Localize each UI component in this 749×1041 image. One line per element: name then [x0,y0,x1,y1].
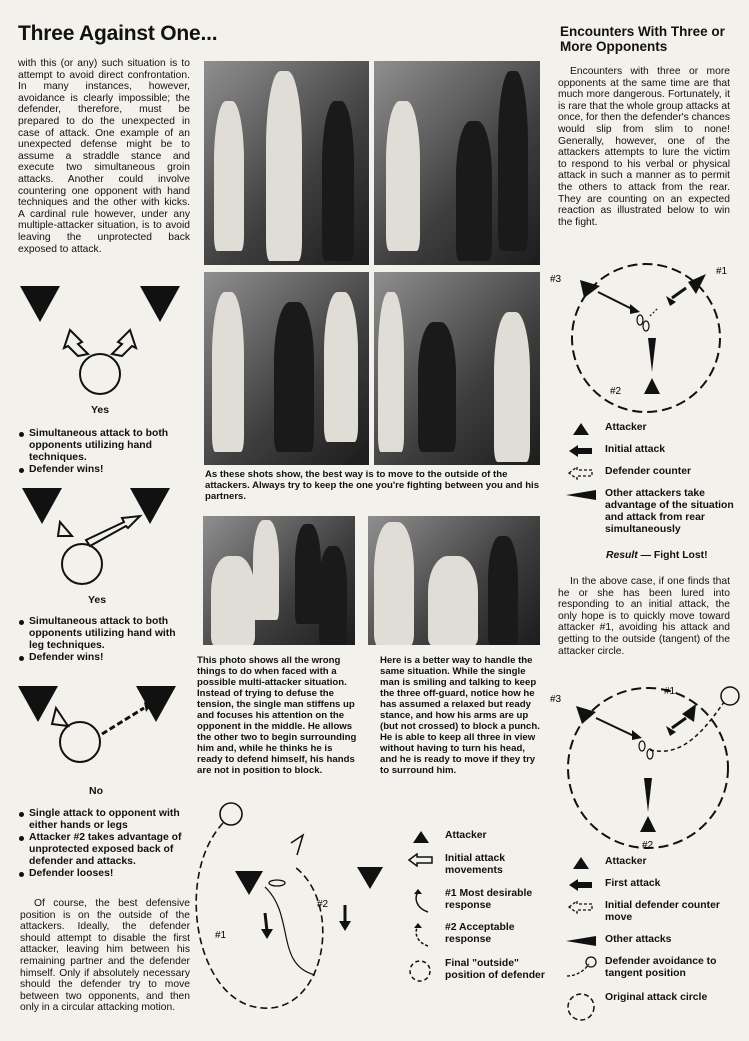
label-a3: #3 [550,274,562,285]
defender-circle [62,544,102,584]
bullet-list [18,428,188,476]
legend2-counter-move [565,900,745,924]
dashed-arrow-icon [568,900,594,914]
legend2-avoidance [565,956,745,980]
intro-paragraph: with this (or any) such situation is to attempt to avoid direct confrontation. In many instances, however, avoidance is clearly impossible; the defender, therefore, must be prepared to do the unexpected in case of attack. One example of an unexpected defense might be to assume a straddle stance and execute two simultaneous groin attacks. Another could involve countering one opponent with hand techniques and the other with kicks. A cardinal rule however, under any multiple-attacker situation, is to avoid leaving the unprotected back exposed to attack. [18,58,190,255]
label-a3: #3 [550,694,562,705]
label-a2: #2 [642,840,654,851]
closing-paragraph: Of course, the best defensive position is on the outside of the attackers. Ideally, the defender should attempt to disable the first attacker, leaving him between his remaining partner and the defender himself. Only if absolutely necessary should the defender try to move between two opponents, and then only in a circular attacking motion. [20,898,190,1014]
legend-label: Initial attack movements [445,853,506,876]
legend-label: Attacker [605,422,647,433]
legend-response-2 [405,922,545,948]
attacker-triangle [644,378,660,394]
list-item: Defender wins! [18,464,188,476]
wedge-icon [565,488,597,502]
label-a2: #2 [317,899,329,910]
section-paragraph-1: Encounters with three or more opponents at the same time are that much more dangerous. Fortunately, it is rare that the whole group attacks at once, for then the defender's chances would slip from slim to none! Generally, however, one of the attackers attempts to lure the victim to respond to his verbal or physical attack in such a manner as to permit the others to attack from the rear. They are counting on an expected reaction as illustrated below to win the fight. [558,66,730,228]
legend2-attacker [565,856,745,870]
attack-arrow [265,913,267,931]
rear-attack-arrow [102,708,144,734]
defender-feet [639,741,645,751]
other-attack-wedge [596,718,634,736]
final-position-circle [220,803,242,825]
photo-ready-stance [368,516,540,645]
label-a1: #1 [215,930,227,941]
list-item: Single attack to opponent with either hands or legs [18,808,190,832]
diagram-lured-defender [548,258,743,418]
other-attack-wedge [644,778,652,812]
solid-arrow-icon [568,444,594,458]
counter-arrow [52,708,68,726]
legend-label: Attacker [445,830,487,841]
legend-label: #1 Most desirable response [445,888,533,911]
outline-arrow-icon [408,853,434,867]
photo-wrong-stance [203,516,355,645]
legend-attacker [405,830,545,844]
verdict-label: Yes [90,404,110,416]
diagram-tangent-escape [548,680,743,852]
legend-initial-attack [405,853,545,877]
section-paragraph-2: In the above case, if one finds that he or she has been lured into responding to an initial attack, the only hope is to quickly move toward attacker #1, avoiding his attack and getting to the outside (tangent) of the attacker circle. [558,576,730,657]
legend-final-position [405,958,545,984]
photo-sequence-1 [204,61,369,265]
verdict-label: Yes [87,594,107,606]
rear-attack-wedge [598,292,634,310]
label-a1: #1 [716,266,728,277]
photo-caption-top: As these shots show, the best way is to move to the outside of the attackers. Always try to keep the one you're fighting between you and his partners. [205,469,540,502]
rear-attack-wedge [648,338,656,372]
list-item: Simultaneous attack to both opponents utilizing hand with leg techniques. [18,616,188,652]
result-line [606,550,708,561]
attacker-triangle [235,871,263,895]
list-item: Simultaneous attack to both opponents utilizing hand techniques. [18,428,188,464]
legend1-attacker [565,422,745,436]
initial-attack-arrow [672,288,686,298]
legend-label: Original attack circle [605,992,708,1003]
response-path-2 [265,887,315,975]
list-item: Defender wins! [18,652,188,664]
curved-arrow-icon [408,888,434,914]
bullet-list [18,616,188,664]
legend-label: Final "outside" position of defender [445,958,545,981]
defender-feet [637,315,643,325]
defender-circle [60,722,100,762]
counter-arrow-right [86,516,140,546]
counter-arrow-left [58,522,72,536]
counter-arrow-right [112,330,136,356]
arrowhead [261,929,273,939]
dashed-circle-icon [566,992,596,1022]
photo-sequence-4 [374,272,540,465]
legend-label: Defender avoidance to tangent position [605,956,717,979]
photo-sequence-3 [204,272,369,465]
dashed-circle-icon [408,958,434,984]
legend-label: Other attackers take advantage of the situation and attack from rear simultaneously [605,488,734,535]
dashed-arrow-icon [568,466,594,480]
dashed-arrow-icon [408,922,434,948]
label-a2: #2 [610,386,622,397]
attacker-triangle [640,816,656,832]
photo-sequence-2 [374,61,540,265]
first-attack-arrow [672,718,686,728]
diagram-hand-leg-attack [16,484,191,590]
attacker-triangle [18,686,58,722]
diagram-single-attack [16,682,191,778]
defender-counter-arrow [650,308,658,316]
defender-circle [80,354,120,394]
legend-label: First attack [605,878,661,889]
legend-label: Initial defender counter move [605,900,720,923]
counter-arrow-left [64,330,88,356]
legend1-defender-counter [565,466,745,480]
legend-label: Other attacks [605,934,672,945]
caption-better: Here is a better way to handle the same situation. While the single man is smiling and talking to keep the three off-guard, notice how he has assumed a relaxed but ready stance, and how his arms are up (but not crossed) to block a punch. He is able to keep all three in view without having to turn his head, and he is ready to move if they try to surround him. [380,655,540,776]
attacker-triangle [140,286,180,322]
arrowhead [339,921,351,931]
avoidance-path-icon [565,956,597,980]
bullet-list [18,808,190,880]
arrowhead [630,304,640,314]
result-text: — Fight Lost! [637,550,708,561]
triangle-icon [411,830,431,844]
diagram-outside-position [195,795,405,1035]
legend1-initial-attack [565,444,745,458]
legend-label: #2 Acceptable response [445,922,515,945]
defender-marker [269,880,285,886]
triangle-icon [571,856,591,870]
defender-feet [643,321,649,331]
wedge-icon [565,934,597,948]
avoidance-path [650,702,724,751]
caption-wrong: This photo shows all the wrong things to do when faced with a possible multi-attacker situation. Instead of trying to defuse the tension, the single man stiffens up and focuses his attention on the opponent in the middle. He allows the other two to begin surrounding him and, while he thinks he is ready to defend himself, his hands are not in position to block. [197,655,357,776]
section-title: Encounters With Three or More Opponents [560,24,725,54]
attacker-triangle [22,488,62,524]
verdict-label: No [89,785,103,797]
solid-arrow-icon [568,878,594,892]
list-item: Attacker #2 takes advantage of unprotected exposed back of defender and attacks. [18,832,190,868]
result-label: Result [606,550,638,561]
legend1-other-attackers [565,488,745,536]
legend2-other-attacks [565,934,745,948]
list-item: Defender looses! [18,868,190,880]
page-title: Three Against One... [18,22,218,45]
arrowhead [632,730,642,740]
attacker-triangle [136,686,176,722]
response-path-1 [196,823,323,1008]
legend-label: Defender counter [605,466,692,477]
attacker-triangle [357,867,383,889]
triangle-icon [571,422,591,436]
label-a1: #1 [664,686,676,697]
attacker-triangle [20,286,60,322]
legend-label: Initial attack [605,444,666,455]
diagram-hands-attack [16,282,191,402]
legend2-original-circle [565,992,745,1022]
arrowhead [291,835,303,855]
legend-label: Attacker [605,856,647,867]
legend-response-1 [405,888,545,914]
legend2-first-attack [565,878,745,892]
